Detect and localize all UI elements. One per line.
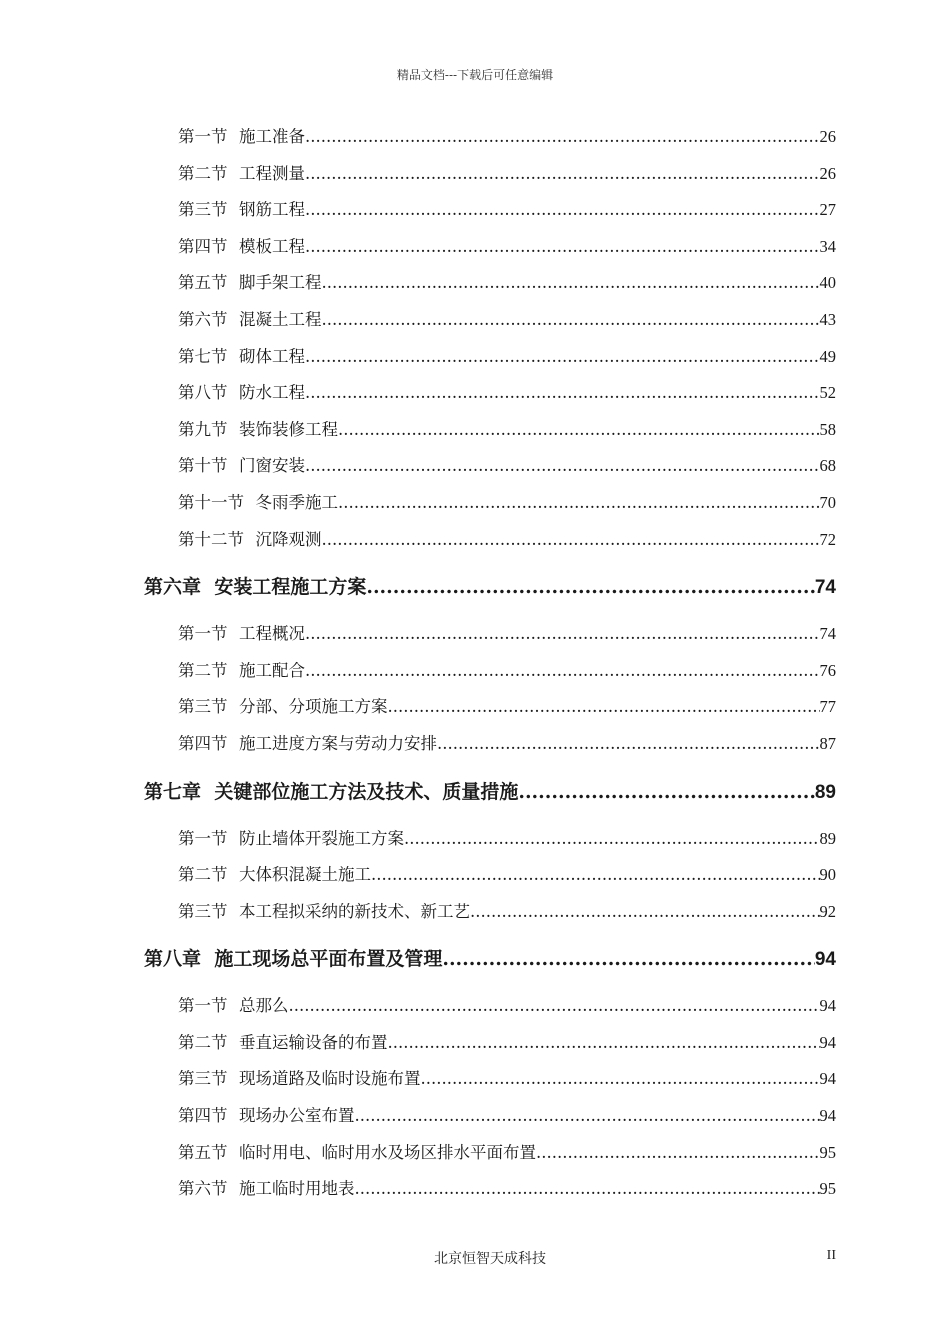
toc-entry[interactable] — [144, 156, 836, 193]
toc-entry-number: 第六节 — [178, 309, 228, 329]
toc-entry[interactable] — [144, 375, 836, 412]
toc-entry[interactable] — [144, 1135, 836, 1172]
toc-entry-number: 第十一节 — [178, 492, 244, 512]
toc-entry-number: 第三节 — [178, 1069, 228, 1089]
dot-leader — [371, 857, 819, 894]
toc-entry-page: 77 — [819, 697, 836, 717]
toc-entry-page: 94 — [819, 1032, 836, 1052]
dot-leader — [305, 616, 819, 653]
toc-entry-number: 第九节 — [178, 419, 228, 439]
toc-entry-page: 94 — [819, 1069, 836, 1089]
toc-entry-page: 95 — [819, 1142, 836, 1162]
toc-entry-number: 第四节 — [178, 733, 228, 753]
toc-chapter-title: 施工现场总平面布置及管理 — [214, 948, 443, 971]
dot-leader — [518, 770, 815, 815]
toc-entry[interactable] — [144, 616, 836, 653]
toc-entry-title: 分部、分项施工方案 — [239, 697, 388, 717]
toc-entry-page: 89 — [819, 828, 836, 848]
dot-leader — [305, 653, 819, 690]
dot-leader — [388, 1025, 820, 1062]
dot-leader — [338, 485, 819, 522]
toc-entry-title: 工程测量 — [239, 163, 306, 183]
toc-entry-title: 防水工程 — [239, 383, 306, 403]
toc-entry[interactable] — [144, 689, 836, 726]
toc-entry-title: 砌体工程 — [239, 346, 306, 366]
toc-entry[interactable] — [144, 229, 836, 266]
dot-leader — [338, 412, 819, 449]
toc-entry-number: 第一节 — [178, 996, 228, 1016]
toc-entry-page: 94 — [819, 996, 836, 1016]
dot-leader — [366, 565, 815, 610]
dot-leader — [305, 119, 819, 156]
toc-entry[interactable] — [144, 1098, 836, 1135]
toc-chapter-page: 94 — [814, 949, 836, 971]
toc-entry[interactable] — [144, 412, 836, 449]
toc-entry-page: 94 — [819, 1106, 836, 1126]
toc-entry-number: 第一节 — [178, 828, 228, 848]
toc-entry-page: 70 — [819, 492, 836, 512]
toc-entry-title: 钢筋工程 — [239, 200, 306, 220]
toc-entry-page: 92 — [819, 901, 836, 921]
toc-entry-title: 模板工程 — [239, 236, 306, 256]
toc-chapter-page: 89 — [814, 781, 836, 803]
toc-entry-page: 49 — [819, 346, 836, 366]
toc-entry[interactable] — [144, 448, 836, 485]
dot-leader — [322, 265, 820, 302]
toc-entry-number: 第三节 — [178, 200, 228, 220]
dot-leader — [404, 821, 819, 858]
toc-entry-number: 第十节 — [178, 456, 228, 476]
toc-entry-page: 76 — [819, 660, 836, 680]
toc-entry[interactable] — [144, 302, 836, 339]
toc-entry-page: 90 — [819, 865, 836, 885]
toc-entry-number: 第二节 — [178, 1032, 228, 1052]
toc-entry-page: 58 — [819, 419, 836, 439]
toc-entry[interactable] — [144, 988, 836, 1025]
dot-leader — [388, 689, 820, 726]
toc-entry-title: 施工准备 — [239, 127, 306, 146]
dot-leader — [305, 229, 819, 266]
toc-entry-number: 第七节 — [178, 346, 228, 366]
toc-entry-title: 脚手架工程 — [239, 273, 322, 293]
toc-entry-page: 27 — [819, 200, 836, 220]
dot-leader — [305, 192, 819, 229]
toc-entry-title: 总那么 — [239, 996, 289, 1016]
toc-entry[interactable] — [144, 485, 836, 522]
toc-entry-number: 第二节 — [178, 163, 228, 183]
toc-entry-title: 装饰装修工程 — [239, 419, 339, 439]
toc-entry-number: 第二节 — [178, 660, 228, 680]
toc-chapter-number: 第七章 — [144, 780, 202, 803]
toc-entry-title: 施工进度方案与劳动力安排 — [239, 733, 438, 753]
toc-entry-page: 52 — [819, 383, 836, 403]
toc-entry-title: 本工程拟采纳的新技术、新工艺 — [239, 901, 471, 921]
dot-leader — [421, 1061, 820, 1098]
toc-entry-page: 26 — [819, 163, 836, 183]
toc-entry[interactable] — [144, 821, 836, 858]
toc-entry[interactable] — [144, 339, 836, 376]
toc-entry-page: 68 — [819, 456, 836, 476]
toc-entry-title: 施工配合 — [239, 660, 306, 680]
toc-entry[interactable] — [144, 894, 836, 931]
toc-entry-number: 第五节 — [178, 273, 228, 293]
toc-entry[interactable] — [144, 1061, 836, 1098]
toc-chapter-page: 74 — [814, 577, 836, 599]
toc-entry[interactable] — [144, 653, 836, 690]
toc-entry-title: 门窗安装 — [239, 456, 306, 476]
toc-entry-number: 第八节 — [178, 383, 228, 403]
toc-entry[interactable] — [144, 265, 836, 302]
toc-entry-page: 95 — [819, 1179, 836, 1199]
toc-entry-page: 40 — [819, 273, 836, 293]
toc-entry[interactable] — [144, 192, 836, 229]
footer-page-number: II — [826, 1248, 836, 1263]
dot-leader — [289, 988, 820, 1025]
toc-entry-page: 74 — [819, 624, 836, 644]
toc-entry-title: 工程概况 — [239, 624, 306, 644]
dot-leader — [536, 1135, 819, 1172]
dot-leader — [305, 448, 819, 485]
toc-entry-number: 第二节 — [178, 865, 228, 885]
toc-entry-number: 第四节 — [178, 1106, 228, 1126]
toc-entry-number: 第一节 — [178, 624, 228, 644]
dot-leader — [322, 302, 820, 339]
toc-entry[interactable] — [144, 726, 836, 763]
toc-entry-number: 第三节 — [178, 901, 228, 921]
toc-entry-title: 临时用电、临时用水及场区排水平面布置 — [239, 1142, 537, 1162]
toc-entry-title: 垂直运输设备的布置 — [239, 1032, 388, 1052]
toc-chapter-title: 安装工程施工方案 — [214, 576, 367, 599]
toc-entry-number: 第六节 — [178, 1179, 228, 1199]
footer-company: 北京恒智天成科技 — [434, 1251, 546, 1267]
toc-entry[interactable] — [144, 522, 836, 559]
dot-leader — [355, 1098, 820, 1135]
toc-entry-title: 防止墙体开裂施工方案 — [239, 828, 405, 848]
toc-entry-title: 混凝土工程 — [239, 309, 322, 329]
toc-entry[interactable] — [144, 857, 836, 894]
toc-entry-page: 43 — [819, 309, 836, 329]
toc-entry-title: 现场办公室布置 — [239, 1106, 355, 1126]
dot-leader — [355, 1171, 820, 1208]
table-of-contents — [144, 119, 836, 1208]
toc-entry-number: 第十二节 — [178, 529, 244, 549]
toc-entry[interactable] — [144, 1171, 836, 1208]
toc-entry-page: 72 — [819, 529, 836, 549]
toc-entry-number: 第五节 — [178, 1142, 228, 1162]
toc-entry-title: 大体积混凝土施工 — [239, 865, 372, 885]
toc-entry-number: 第三节 — [178, 697, 228, 717]
toc-chapter-title: 关键部位施工方法及技术、质量措施 — [214, 780, 519, 803]
dot-leader — [305, 156, 819, 193]
toc-chapter[interactable] — [144, 770, 836, 815]
toc-entry-title: 现场道路及临时设施布置 — [239, 1069, 421, 1089]
toc-entry-page: 87 — [819, 733, 836, 753]
toc-chapter-number: 第八章 — [144, 948, 202, 971]
toc-chapter-number: 第六章 — [144, 576, 202, 599]
dot-leader — [437, 726, 819, 763]
toc-entry[interactable] — [144, 1025, 836, 1062]
dot-leader — [442, 937, 815, 982]
toc-entry-page: 34 — [819, 236, 836, 256]
toc-entry-title: 沉降观测 — [255, 529, 322, 549]
dot-leader — [470, 894, 819, 931]
toc-entry[interactable] — [144, 119, 836, 156]
dot-leader — [305, 339, 819, 376]
toc-chapter[interactable] — [144, 565, 836, 610]
toc-entry-title: 冬雨季施工 — [255, 492, 339, 512]
toc-chapter[interactable] — [144, 937, 836, 982]
dot-leader — [305, 375, 819, 412]
toc-entry-title: 施工临时用地表 — [239, 1179, 355, 1199]
page-header: 精品文档---下载后可任意编辑 — [396, 68, 554, 82]
toc-entry-number: 第四节 — [178, 236, 228, 256]
toc-entry-number: 第一节 — [178, 127, 228, 146]
dot-leader — [322, 522, 820, 559]
toc-entry-page: 26 — [819, 127, 836, 146]
